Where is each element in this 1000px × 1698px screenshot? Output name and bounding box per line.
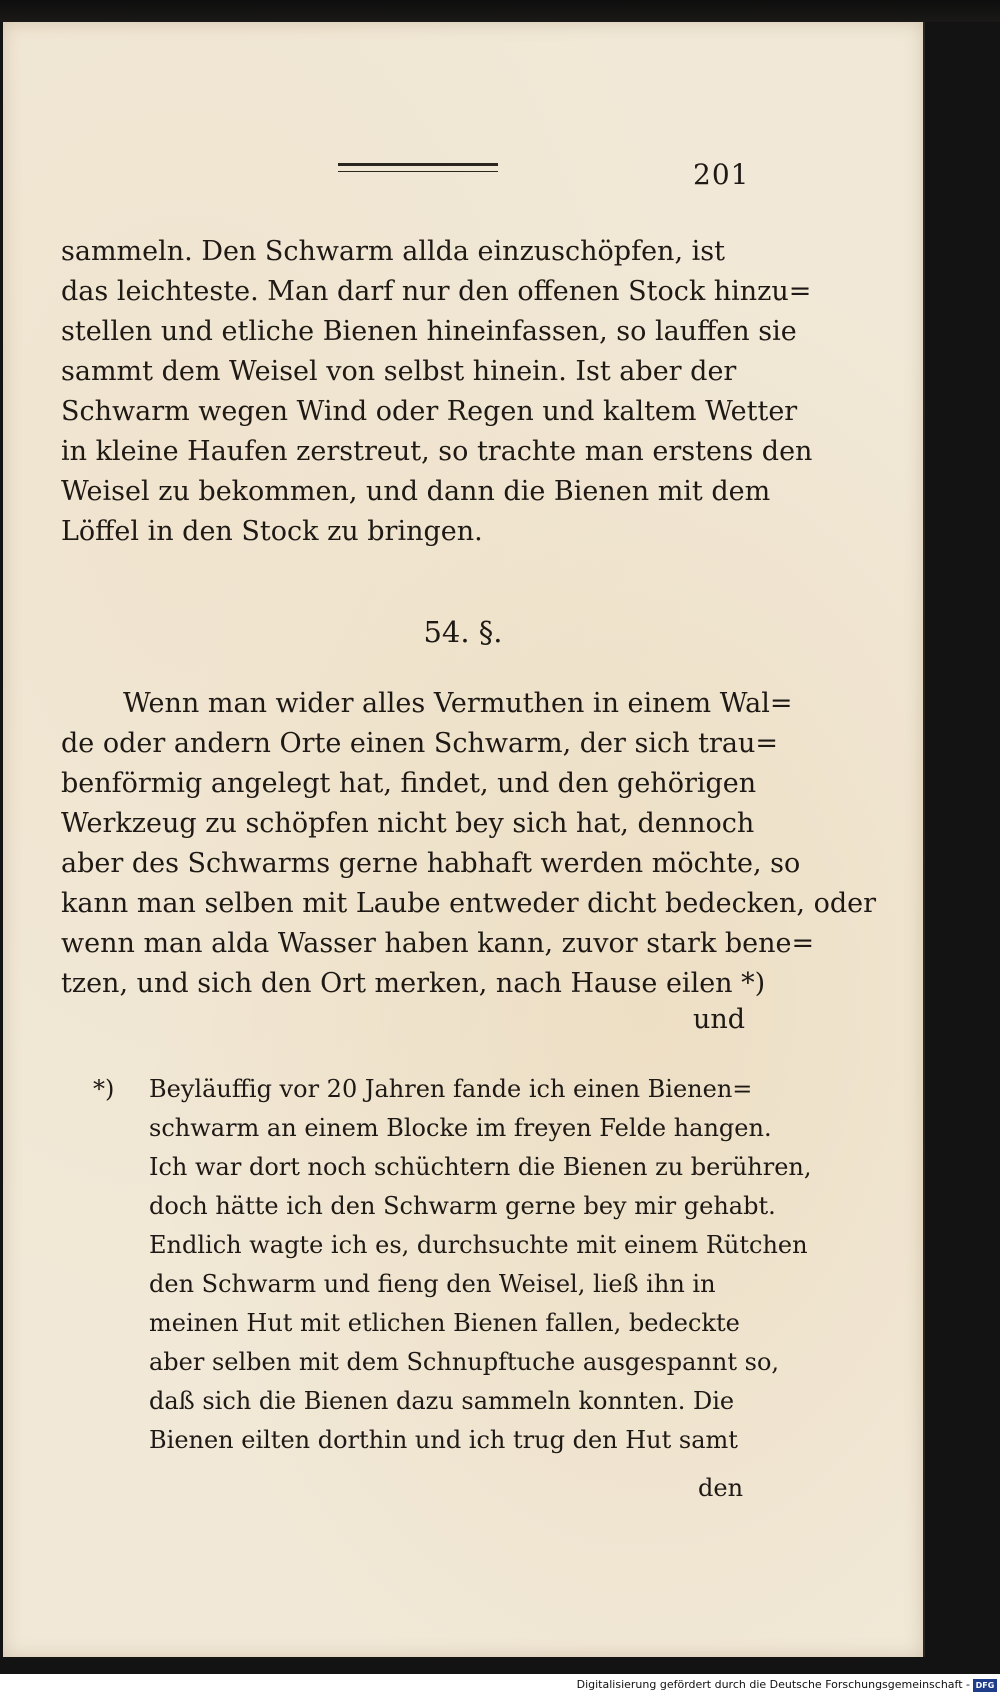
text-line: in kleine Haufen zerstreut, so trachte man erstens den — [61, 436, 813, 467]
text-line: Schwarm wegen Wind oder Regen und kaltem Wetter — [61, 396, 798, 427]
text-line: sammt dem Weisel von selbst hinein. Ist aber der — [61, 356, 737, 387]
footnote-line — [93, 1070, 783, 1109]
funding-credit: Digitalisierung gefördert durch die Deutsche Forschungsgemeinschaft - — [576, 1678, 970, 1691]
dfg-logo: DFG — [973, 1679, 997, 1692]
text-line: kann man selben mit Laube entweder dicht bedecken, oder — [61, 888, 877, 919]
footnote-line: Ich war dort noch schüchtern die Bienen zu berühren, — [149, 1153, 812, 1181]
footnote-line: schwarm an einem Blocke im freyen Felde hangen. — [149, 1114, 772, 1142]
text-line: Wenn man wider alles Vermuthen in einem Wal= — [123, 688, 793, 719]
text-line: Löffel in den Stock zu bringen. — [61, 516, 483, 547]
footnote-line: den Schwarm und fieng den Weisel, ließ ihn in — [149, 1270, 716, 1298]
page-number: 201 — [693, 158, 750, 191]
footnote-line: daß sich die Bienen dazu sammeln konnten. Die — [149, 1387, 735, 1415]
header-ornament-rule — [338, 163, 498, 172]
text-line: Weisel zu bekommen, und dann die Bienen mit dem — [61, 476, 771, 507]
footnote-line: Endlich wagte ich es, durchsuchte mit einem Rütchen — [149, 1231, 808, 1259]
text-line: das leichteste. Man darf nur den offenen Stock hinzu= — [61, 276, 812, 307]
footer-bar — [0, 1674, 1000, 1698]
catchword: und — [693, 1004, 746, 1035]
text-line: tzen, und sich den Ort merken, nach Hause eilen *) — [61, 968, 766, 999]
catchword: den — [698, 1474, 744, 1502]
footnote-line: aber selben mit dem Schnupftuche ausgespannt so, — [149, 1348, 780, 1376]
section-heading: 54. §. — [423, 615, 503, 649]
footnote-line: meinen Hut mit etlichen Bienen fallen, bedeckte — [149, 1309, 740, 1337]
footnote-text: Beyläuffig vor 20 Jahren fande ich einen Bienen= — [149, 1075, 753, 1103]
scan-top-edge — [0, 0, 1000, 22]
text-line: wenn man alda Wasser haben kann, zuvor stark bene= — [61, 928, 815, 959]
footnote-mark: *) — [93, 1075, 115, 1103]
footnote-line: doch hätte ich den Schwarm gerne bey mir gehabt. — [149, 1192, 776, 1220]
paragraph-1 — [61, 232, 813, 552]
text-line: benförmig angelegt hat, findet, und den gehörigen — [61, 768, 757, 799]
footnote — [93, 1070, 812, 1460]
text-line: Werkzeug zu schöpfen nicht bey sich hat, dennoch — [61, 808, 755, 839]
text-line: de oder andern Orte einen Schwarm, der sich trau= — [61, 728, 778, 759]
text-line: sammeln. Den Schwarm allda einzuschöpfen, ist — [61, 236, 725, 267]
paragraph-2 — [61, 684, 877, 1004]
text-line: stellen und etliche Bienen hineinfassen, so lauffen sie — [61, 316, 797, 347]
footnote-line: Bienen eilten dorthin und ich trug den Hut samt — [149, 1426, 738, 1454]
book-page — [3, 22, 925, 1657]
text-line: aber des Schwarms gerne habhaft werden möchte, so — [61, 848, 801, 879]
